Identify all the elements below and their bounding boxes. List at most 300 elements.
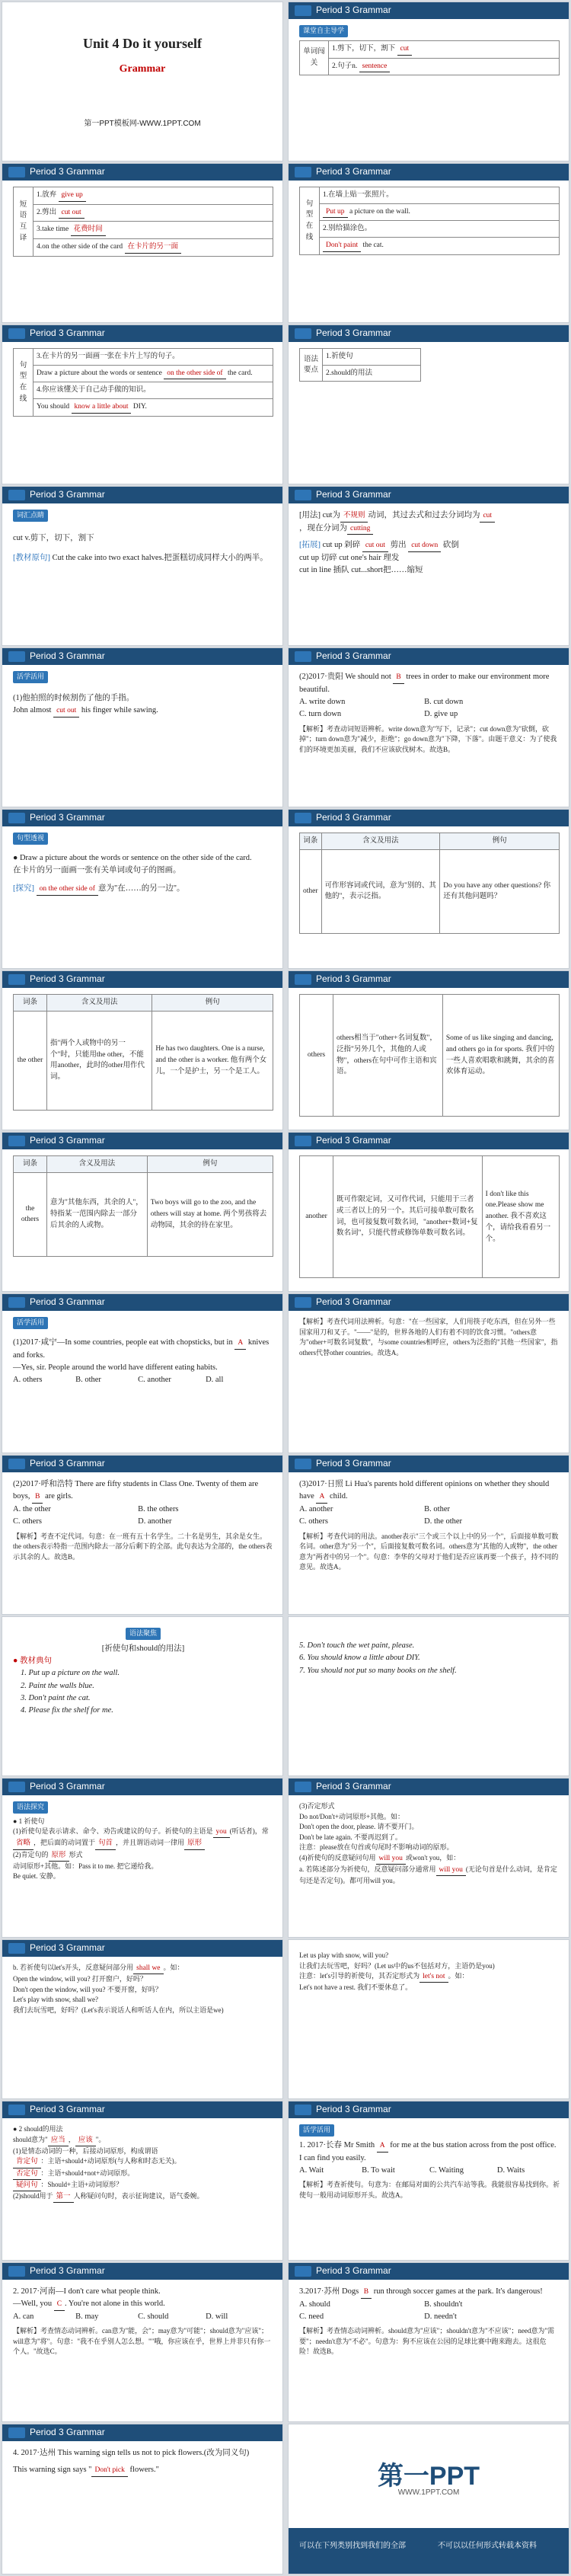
vocab-head: cut v.剪下，切下，割下 [13, 533, 94, 542]
vocab-item: 2.句子n. [332, 62, 358, 70]
cover-title: Unit 4 Do it yourself [83, 36, 202, 51]
slide-header [2, 648, 282, 665]
sentence-line: DIY. [132, 403, 147, 411]
slide-7 [2, 486, 283, 646]
slide-header [2, 2263, 282, 2280]
col-header: 含义及用法 [47, 1156, 148, 1173]
slide-header-title: Period 3 Grammar [30, 489, 105, 500]
extend-tag: [拓展] [299, 541, 321, 550]
sentence-table [299, 187, 560, 255]
source-sentence: Cut the cake into two exact halves.把蛋糕切成同样大小的两半。 [52, 554, 268, 563]
grammar-answer: 句首 [95, 1838, 116, 1849]
entry-meaning: others相当于"other+名词复数"，泛指"另外几个，其他的人或物"，others在句中可作主语和宾语。 [333, 995, 443, 1117]
question-answer: C [54, 2299, 65, 2311]
slide-header-title: Period 3 Grammar [30, 1135, 105, 1146]
usage-text: cut up 切碎 cut one's hair 理发 [299, 554, 400, 563]
grammar-text: Let's not have a rest. 我们不要休息了。 [299, 1983, 413, 1992]
slide-2 [288, 2, 569, 161]
slide-header-title: Period 3 Grammar [30, 166, 105, 177]
question-text: 1. 2017·长春 Mr Smith [299, 2140, 375, 2149]
slide-header [2, 1133, 282, 1149]
period-badge-icon [295, 813, 311, 823]
example-sentence: 5. Don't touch the wet paint, please. [299, 1641, 415, 1650]
period-badge-icon [8, 328, 25, 339]
period-badge-icon [295, 167, 311, 177]
phrase-item: 1.放弃 [37, 191, 57, 199]
slide-header [289, 1294, 569, 1311]
col-header: 含义及用法 [47, 995, 152, 1012]
question-text: (1)2017·咸宁—In some countries, people eat with chopsticks, but in [13, 1338, 233, 1347]
slide-31 [2, 2424, 283, 2574]
option: B. cut down [424, 697, 464, 706]
grammar-text: should意为" [13, 2135, 48, 2143]
exercise-answer: cut out [53, 705, 79, 718]
period-badge-icon [8, 1943, 25, 1954]
subsection-title: ● 教材典句 [13, 1657, 52, 1666]
table-label: 单词闯关 [300, 40, 329, 75]
slide-header [289, 971, 569, 988]
slide-8 [288, 486, 569, 646]
grammar-heading: ● 1 祈使句 [13, 1817, 45, 1825]
explore-text: 意为"在……的另一边"。 [97, 884, 185, 893]
entry-meaning: 可作形容词或代词，意为"别的、其他的"，表示泛指。 [321, 849, 440, 933]
usage-answer: cutting [347, 523, 373, 535]
grammar-point: 2.should的用法 [323, 365, 421, 382]
slide-header-title: Period 3 Grammar [316, 650, 391, 661]
section-tag: 课堂自主导学 [299, 25, 348, 37]
period-badge-icon [8, 974, 25, 985]
slide-29 [2, 2262, 283, 2422]
key-sentence: ● Draw a picture about the words or sentence on the other side of the card. [13, 853, 252, 862]
explanation: 【解析】考查情态动词辨析。should意为"应该"；shouldn't意为"不应该"；need意为"需要"；needn't意为"不必"。句意为：狗不应该在公园的足球比赛中跑来跑去。这很危险！故选B。 [299, 2327, 554, 2356]
slide-header-title: Period 3 Grammar [30, 1458, 105, 1469]
brand-url[interactable]: WWW.1PPT.COM [397, 2488, 460, 2497]
period-badge-icon [8, 2427, 25, 2438]
slide-23 [2, 1778, 283, 1938]
slide-header [289, 1133, 569, 1149]
usage-text: ，现在分词为 [299, 523, 347, 532]
period-badge-icon [295, 328, 311, 339]
slide-header [2, 1456, 282, 1472]
explore-answer: on the other side of [37, 884, 98, 896]
grammar-answer: 否定句 [13, 2169, 41, 2180]
explore-tag: [探究] [13, 884, 34, 893]
col-header: 例句 [147, 1156, 273, 1173]
usage-text: cut in line 插队 cut...short把……缩短 [299, 566, 423, 575]
slide-header-title: Period 3 Grammar [316, 812, 391, 823]
question-answer: B [32, 1491, 43, 1504]
section-tag: 句型透视 [13, 833, 48, 845]
footer-bar [289, 2528, 569, 2574]
example-sentence: 4. Please fix the shelf for me. [21, 1706, 113, 1715]
sentence-line: 4.你应该懂关于自己动手做的知识。 [33, 382, 273, 399]
slide-11 [2, 809, 283, 969]
phrase-item: 2.剪出 [37, 208, 57, 216]
slide-14 [288, 970, 569, 1130]
sentence-answer: Put up [323, 206, 348, 219]
section-tag: 活学活用 [299, 2124, 334, 2137]
slide-19 [2, 1455, 283, 1615]
option: C. others [299, 1517, 328, 1526]
slide-header [2, 487, 282, 503]
slide-9 [2, 647, 283, 807]
slide-header-title: Period 3 Grammar [30, 328, 105, 338]
brand-logo: 第一PPT [377, 2462, 480, 2491]
section-tag: 语法探究 [13, 1801, 48, 1814]
usage-table [13, 1155, 273, 1257]
question-text: (3)2017·日照 Li Hua's parents hold different opinions on whether they should have [299, 1480, 550, 1501]
slide-header [289, 1779, 569, 1795]
option: A. can [13, 2312, 34, 2321]
example-sentence: 6. You should know a little about DIY. [299, 1654, 420, 1663]
slide-17 [2, 1293, 283, 1453]
option: A. others [13, 1376, 43, 1385]
exercise-prompt: (1)他拍照的时候割伤了他的手指。 [13, 693, 135, 702]
usage-answer: cut down [408, 540, 441, 552]
explanation: 【解析】考查代词用法辨析。句意："在一些国家，人们用筷子吃东西，但在另外一些国家用刀和叉子。"——"是的，世界各地的人们有着不同的饮食习惯。"others意为"other+可数名词复数"，与some countries相呼应，others为泛指的"其他一些国家"，指others代替other countries。故选A。 [299, 1318, 558, 1357]
grammar-text: 动词原形+其他。如：Pass it to me. 把它递给我。 [13, 1862, 158, 1870]
slide-header-title: Period 3 Grammar [30, 1781, 105, 1791]
usage-text: cut up 剁碎 [322, 541, 361, 550]
entry-meaning: 意为"其他东西，其余的人"，特指某一范围内除去一部分后其余的人或物。 [47, 1172, 148, 1256]
period-badge-icon [8, 1297, 25, 1308]
entry-meaning: 既可作限定词，又可作代词，只能用于三者或三者以上的另一个。其后可接单数可数名词，也可接复数可数名词，"another+数词+复数名词"，只能代替或修饰单数可数名词。 [333, 1156, 483, 1278]
grammar-text: 我们去玩雪吧，好吗？(Let's表示说话人和听话人在内，所以主语是we) [13, 2006, 224, 2014]
period-badge-icon [8, 2266, 25, 2277]
period-badge-icon [295, 974, 311, 985]
entry-word: others [300, 995, 333, 1117]
grammar-text: 注意：let's引导的祈使句，其否定形式为 [299, 1972, 420, 1980]
period-badge-icon [295, 2266, 311, 2277]
slide-header [289, 2, 569, 19]
slide-header [289, 648, 569, 665]
slide-header [2, 1940, 282, 1957]
question-answer: A [234, 1338, 246, 1350]
grammar-text: Don't open the window, will you? 不要开窗，好吗？ [13, 1985, 162, 1993]
phrase-table [13, 187, 273, 257]
slide-header-title: Period 3 Grammar [316, 166, 391, 177]
slide-header [2, 2424, 282, 2441]
explanation: 【解析】考查情态动词辨析。can意为"能，会"；may意为"可能"；should意为"应该"；will意为"将"。句意："我不在乎别人怎么想。""哦，你应该在乎，世界上并非只有你一个人。"故选C。 [13, 2327, 271, 2356]
period-badge-icon [8, 813, 25, 823]
explanation: 【解析】考查不定代词。句意：在一班有五十名学生。二十名是男生，其余是女生。the others表示特指一范围内除去一部分后剩下的全部。此句表达为全部的，the others表示其余的人。故选B。 [13, 1532, 273, 1561]
entry-example: Do you have any other questions? 你还有其他问题吗？ [440, 849, 560, 933]
sentence-line: a picture on the wall. [349, 207, 410, 216]
slide-header [2, 1779, 282, 1795]
question-answer: B [393, 672, 404, 684]
grammar-answer: shall we [133, 1963, 163, 1974]
key-sentence-translation: 在卡片的另一面画一张有关单词或句子的图画。 [13, 866, 181, 875]
example-sentence: 7. You should not put so many books on the shelf. [299, 1666, 457, 1675]
grammar-text: 人称疑问句时，表示征询建议，语气委婉。 [73, 2192, 204, 2200]
entry-word: the others [14, 1172, 47, 1256]
slide-27 [2, 2101, 283, 2261]
slide-header [2, 325, 282, 342]
period-badge-icon [295, 2105, 311, 2115]
grammar-answer: 省略 [13, 1838, 33, 1849]
usage-table [13, 994, 273, 1111]
question-answer: A [316, 1491, 327, 1504]
slide-final [288, 2424, 569, 2574]
slide-21 [2, 1616, 283, 1776]
grammar-heading: ● 2 should的用法 [13, 2125, 63, 2133]
option: B. the others [138, 1504, 179, 1513]
period-badge-icon [8, 1782, 25, 1792]
question-text: —Well, you [13, 2300, 53, 2309]
grammar-text: 。如： [448, 1972, 469, 1980]
sentence-answer: on the other side of [164, 368, 225, 380]
option: B. may [75, 2312, 99, 2321]
entry-word: another [300, 1156, 333, 1278]
grammar-text: Don't be late again. 不要再迟到了。 [299, 1833, 402, 1841]
table-label: 句型在线 [14, 349, 33, 417]
grammar-topic: [祈使句和should的用法] [101, 1644, 185, 1653]
sentence-line: 3.在卡片的另一面画一张在卡片上写的句子。 [33, 349, 273, 366]
option: D. all [206, 1376, 224, 1385]
grammar-points-table [299, 348, 421, 382]
slide-header-title: Period 3 Grammar [316, 2104, 391, 2114]
usage-table [299, 1155, 560, 1278]
slide-12 [288, 809, 569, 969]
slide-25 [2, 1939, 283, 2099]
entry-word: the other [14, 1011, 47, 1110]
period-badge-icon [8, 651, 25, 662]
grammar-answer: 肯定句 [13, 2156, 41, 2168]
slide-header-title: Period 3 Grammar [30, 650, 105, 661]
slide-header [289, 164, 569, 181]
section-tag: 活学活用 [13, 1317, 48, 1329]
slide-header-title: Period 3 Grammar [316, 2265, 391, 2276]
sentence-answer: know a little about [72, 401, 132, 414]
grammar-answer: you [213, 1827, 230, 1838]
option: A. should [299, 2300, 330, 2309]
slide-header [289, 1456, 569, 1472]
vocab-answer: cut [397, 43, 413, 56]
slide-20 [288, 1455, 569, 1615]
grammar-text: "。 [95, 2135, 106, 2143]
grammar-text: 注意：please放在句首或句尾时不影响动词的原形。 [299, 1843, 454, 1851]
col-header: 词条 [14, 1156, 47, 1173]
slide-header [289, 487, 569, 503]
usage-answer: 不规则 [340, 510, 368, 523]
slide-header-title: Period 3 Grammar [316, 489, 391, 500]
period-badge-icon [8, 490, 25, 500]
grammar-answer: will you [436, 1865, 466, 1876]
question-text: —Yes, sir. People around the world have different eating habits. [13, 1363, 218, 1372]
phrase-answer: give up [59, 190, 86, 202]
table-label: 句型在线 [300, 187, 320, 255]
slide-header [289, 2101, 569, 2118]
phrase-item: 3.take time [37, 225, 69, 234]
col-header: 含义及用法 [321, 833, 440, 850]
col-header: 例句 [440, 833, 560, 850]
exercise-text: John almost [13, 706, 52, 715]
slide-6 [288, 324, 569, 484]
period-badge-icon [295, 1782, 311, 1792]
sentence-line: the cat. [362, 241, 384, 250]
slide-header-title: Period 3 Grammar [316, 5, 391, 15]
entry-word: other [300, 849, 322, 933]
slide-header-title: Period 3 Grammar [316, 1781, 391, 1791]
slide-header-title: Period 3 Grammar [30, 2104, 105, 2114]
grammar-point: 1.祈使句 [323, 349, 421, 366]
question-text: . You're not alone in this world. [65, 2300, 165, 2309]
usage-text: 动词，其过去式和过去分词均为 [368, 511, 480, 519]
question-text: This warning sign says " [13, 2466, 92, 2475]
section-tag: 语法聚焦 [126, 1628, 161, 1640]
phrase-item: 4.on the other side of the card [37, 243, 123, 251]
option: B. other [424, 1504, 450, 1513]
grammar-answer: 第一 [53, 2191, 74, 2203]
option: C. Waiting [429, 2165, 464, 2175]
example-sentence: 2. Paint the walls blue. [21, 1681, 94, 1690]
slide-26 [288, 1939, 569, 2099]
grammar-text: 形式 [69, 1850, 83, 1858]
slide-4 [288, 163, 569, 323]
slide-15 [2, 1132, 283, 1292]
question-text: 3.2017·苏州 Dogs [299, 2287, 359, 2296]
grammar-text: ，把后面的动词置于 [33, 1839, 96, 1847]
option: A. Wait [299, 2165, 324, 2175]
slide-header-title: Period 3 Grammar [30, 812, 105, 823]
slide-header [289, 2263, 569, 2280]
question-answer: B [361, 2287, 372, 2299]
usage-text: 剪出 [390, 541, 407, 550]
grammar-text: a. 若陈述部分为祈使句，反意疑问部分通常用 [299, 1865, 436, 1873]
option: D. will [206, 2312, 228, 2321]
slide-18 [288, 1293, 569, 1453]
footer-right-text: 不可以以任何形式转载本资料 [438, 2542, 537, 2550]
grammar-answer: will you [376, 1853, 406, 1865]
explanation: 【解析】考查祈使句。句意为：在邮局对面的公共汽车站等我。我能很容易找到你。祈使句一般用动词原形开头。故选A。 [299, 2181, 560, 2199]
option: C. turn down [299, 710, 342, 719]
slide-header-title: Period 3 Grammar [316, 1296, 391, 1307]
grammar-text: Do not/Don't+动词原形+其他。如： [299, 1812, 405, 1820]
grammar-text: ：主语+should+动词原形(与人称和时态无关)。 [40, 2157, 181, 2165]
entry-meaning: 指"两个人或物中的另一个"时，只能用the other，不能用another，此时的other用作代词。 [47, 1011, 152, 1110]
grammar-text: (2)should用于 [13, 2192, 53, 2200]
grammar-text: ：Should+主语+动词原形？ [40, 2180, 123, 2188]
usage-text: [用法] cut为 [299, 511, 340, 519]
col-header: 例句 [152, 995, 273, 1012]
cover-site: 第一PPT模板网-WWW.1PPT.COM [84, 120, 201, 128]
slide-10 [288, 647, 569, 807]
grammar-text: (听话者)，常 [229, 1827, 269, 1835]
slide-header [289, 810, 569, 826]
question-text: 4. 2017·达州 This warning sign tells us not to pick flowers.(改为同义句) [13, 2449, 250, 2457]
grammar-answer: 应当 [48, 2135, 69, 2146]
question-text: are girls. [45, 1492, 73, 1501]
slide-header-title: Period 3 Grammar [316, 1135, 391, 1146]
option: C. another [138, 1376, 171, 1385]
question-answer: A [377, 2140, 388, 2153]
example-sentence: 3. Don't paint the cat. [21, 1694, 91, 1702]
slide-header-title: Period 3 Grammar [316, 973, 391, 984]
grammar-text: Open the window, will you? 打开窗户，好吗？ [13, 1975, 147, 1983]
grammar-text: Don't open the door, please. 请不要开门。 [299, 1823, 419, 1830]
slide-header-title: Period 3 Grammar [30, 973, 105, 984]
table-label: 语法要点 [300, 349, 323, 382]
grammar-text: (1)祈使句是表示请求、命令、劝告或建议的句子。祈使句的主语是 [13, 1827, 213, 1835]
slide-5 [2, 324, 283, 484]
option: A. the other [13, 1504, 51, 1513]
slide-22 [288, 1616, 569, 1776]
usage-text: 砍倒 [442, 541, 459, 550]
phrase-answer: 花费时间 [71, 224, 106, 236]
grammar-answer: let's not [419, 1971, 448, 1983]
col-header: 词条 [300, 833, 322, 850]
slide-header [2, 164, 282, 181]
period-badge-icon [295, 490, 311, 500]
section-tag: 活学活用 [13, 671, 48, 683]
slide-28 [288, 2101, 569, 2261]
slide-13 [2, 970, 283, 1130]
sentence-line: Draw a picture about the words or sentence [37, 369, 162, 377]
slide-30 [288, 2262, 569, 2422]
option: D. another [138, 1517, 172, 1526]
grammar-text: ，并且谓语动词一律用 [116, 1839, 185, 1847]
slide-header [289, 325, 569, 342]
period-badge-icon [295, 1459, 311, 1469]
grammar-text: 让我们去玩雪吧，好吗？(Let us中的us不包括对方，主语仍是you) [299, 1961, 495, 1970]
slide-3 [2, 163, 283, 323]
grammar-text: ， [68, 2135, 75, 2143]
question-text: trees in order to make our environment more beautiful. [299, 673, 550, 694]
sentence-line: You should [37, 403, 70, 411]
grammar-answer: 原形 [184, 1838, 205, 1849]
period-badge-icon [295, 1297, 311, 1308]
option: B. shouldn't [424, 2300, 463, 2309]
grammar-text: (4)祈使句的反意疑问句用 [299, 1853, 376, 1862]
slide-header-title: Period 3 Grammar [316, 1458, 391, 1469]
vocab-answer: sentence [359, 61, 391, 73]
grammar-text: ：主语+should+not+动词原形。 [40, 2169, 135, 2177]
sentence-answer: Don't paint [323, 240, 361, 252]
vocab-item: 1.剪下，切下，割下 [332, 44, 396, 53]
period-badge-icon [295, 1136, 311, 1146]
question-text: (2)2017·贵阳 We should not [299, 673, 391, 681]
grammar-text: (2)肯定句的 [13, 1850, 49, 1858]
grammar-text: Let us play with snow, will you? [299, 1951, 389, 1959]
question-text: (2)2017·呼和浩特 There are fifty students in Class One. Twenty of them are boys, [13, 1480, 259, 1501]
exercise-text: his finger while sawing. [81, 706, 158, 715]
option: D. give up [424, 710, 458, 719]
option: D. Waits [496, 2165, 525, 2175]
grammar-answer: 疑问句 [13, 2180, 41, 2191]
option: A. write down [299, 697, 346, 706]
grammar-answer: 应该 [75, 2135, 96, 2146]
explanation: 【解析】考查动词短语辨析。write down意为"写下，记录"；cut down意为"砍倒，砍掉"；turn down意为"减少，拒绝"；go down意为"下降，下落"。由题干意义：为了使我们的环境更加美丽，我们不应该砍伐树木。故选B。 [299, 724, 557, 753]
example-sentence: 1. Put up a picture on the wall. [21, 1669, 120, 1678]
period-badge-icon [8, 1136, 25, 1146]
section-tag: 词汇点睛 [13, 510, 48, 522]
period-badge-icon [8, 2105, 25, 2115]
grammar-text: Be quiet. 安静。 [13, 1872, 60, 1881]
period-badge-icon [295, 5, 311, 16]
slide-header [2, 810, 282, 826]
sentence-table [13, 348, 273, 417]
slide-header-title: Period 3 Grammar [30, 1296, 105, 1307]
option: B. To wait [362, 2165, 395, 2175]
option: C. should [138, 2312, 169, 2321]
slide-24 [288, 1778, 569, 1938]
table-label: 短语互译 [14, 187, 33, 257]
entry-example: Two boys will go to the zoo, and the others will stay at home. 两个男孩将去动物园，其余的待在家里。 [147, 1172, 273, 1256]
grammar-text: Let's play with snow, shall we? [13, 1996, 99, 2004]
grammar-text: 。如： [163, 1964, 184, 1971]
question-text: child. [329, 1492, 348, 1501]
sentence-line: the card. [227, 369, 253, 377]
